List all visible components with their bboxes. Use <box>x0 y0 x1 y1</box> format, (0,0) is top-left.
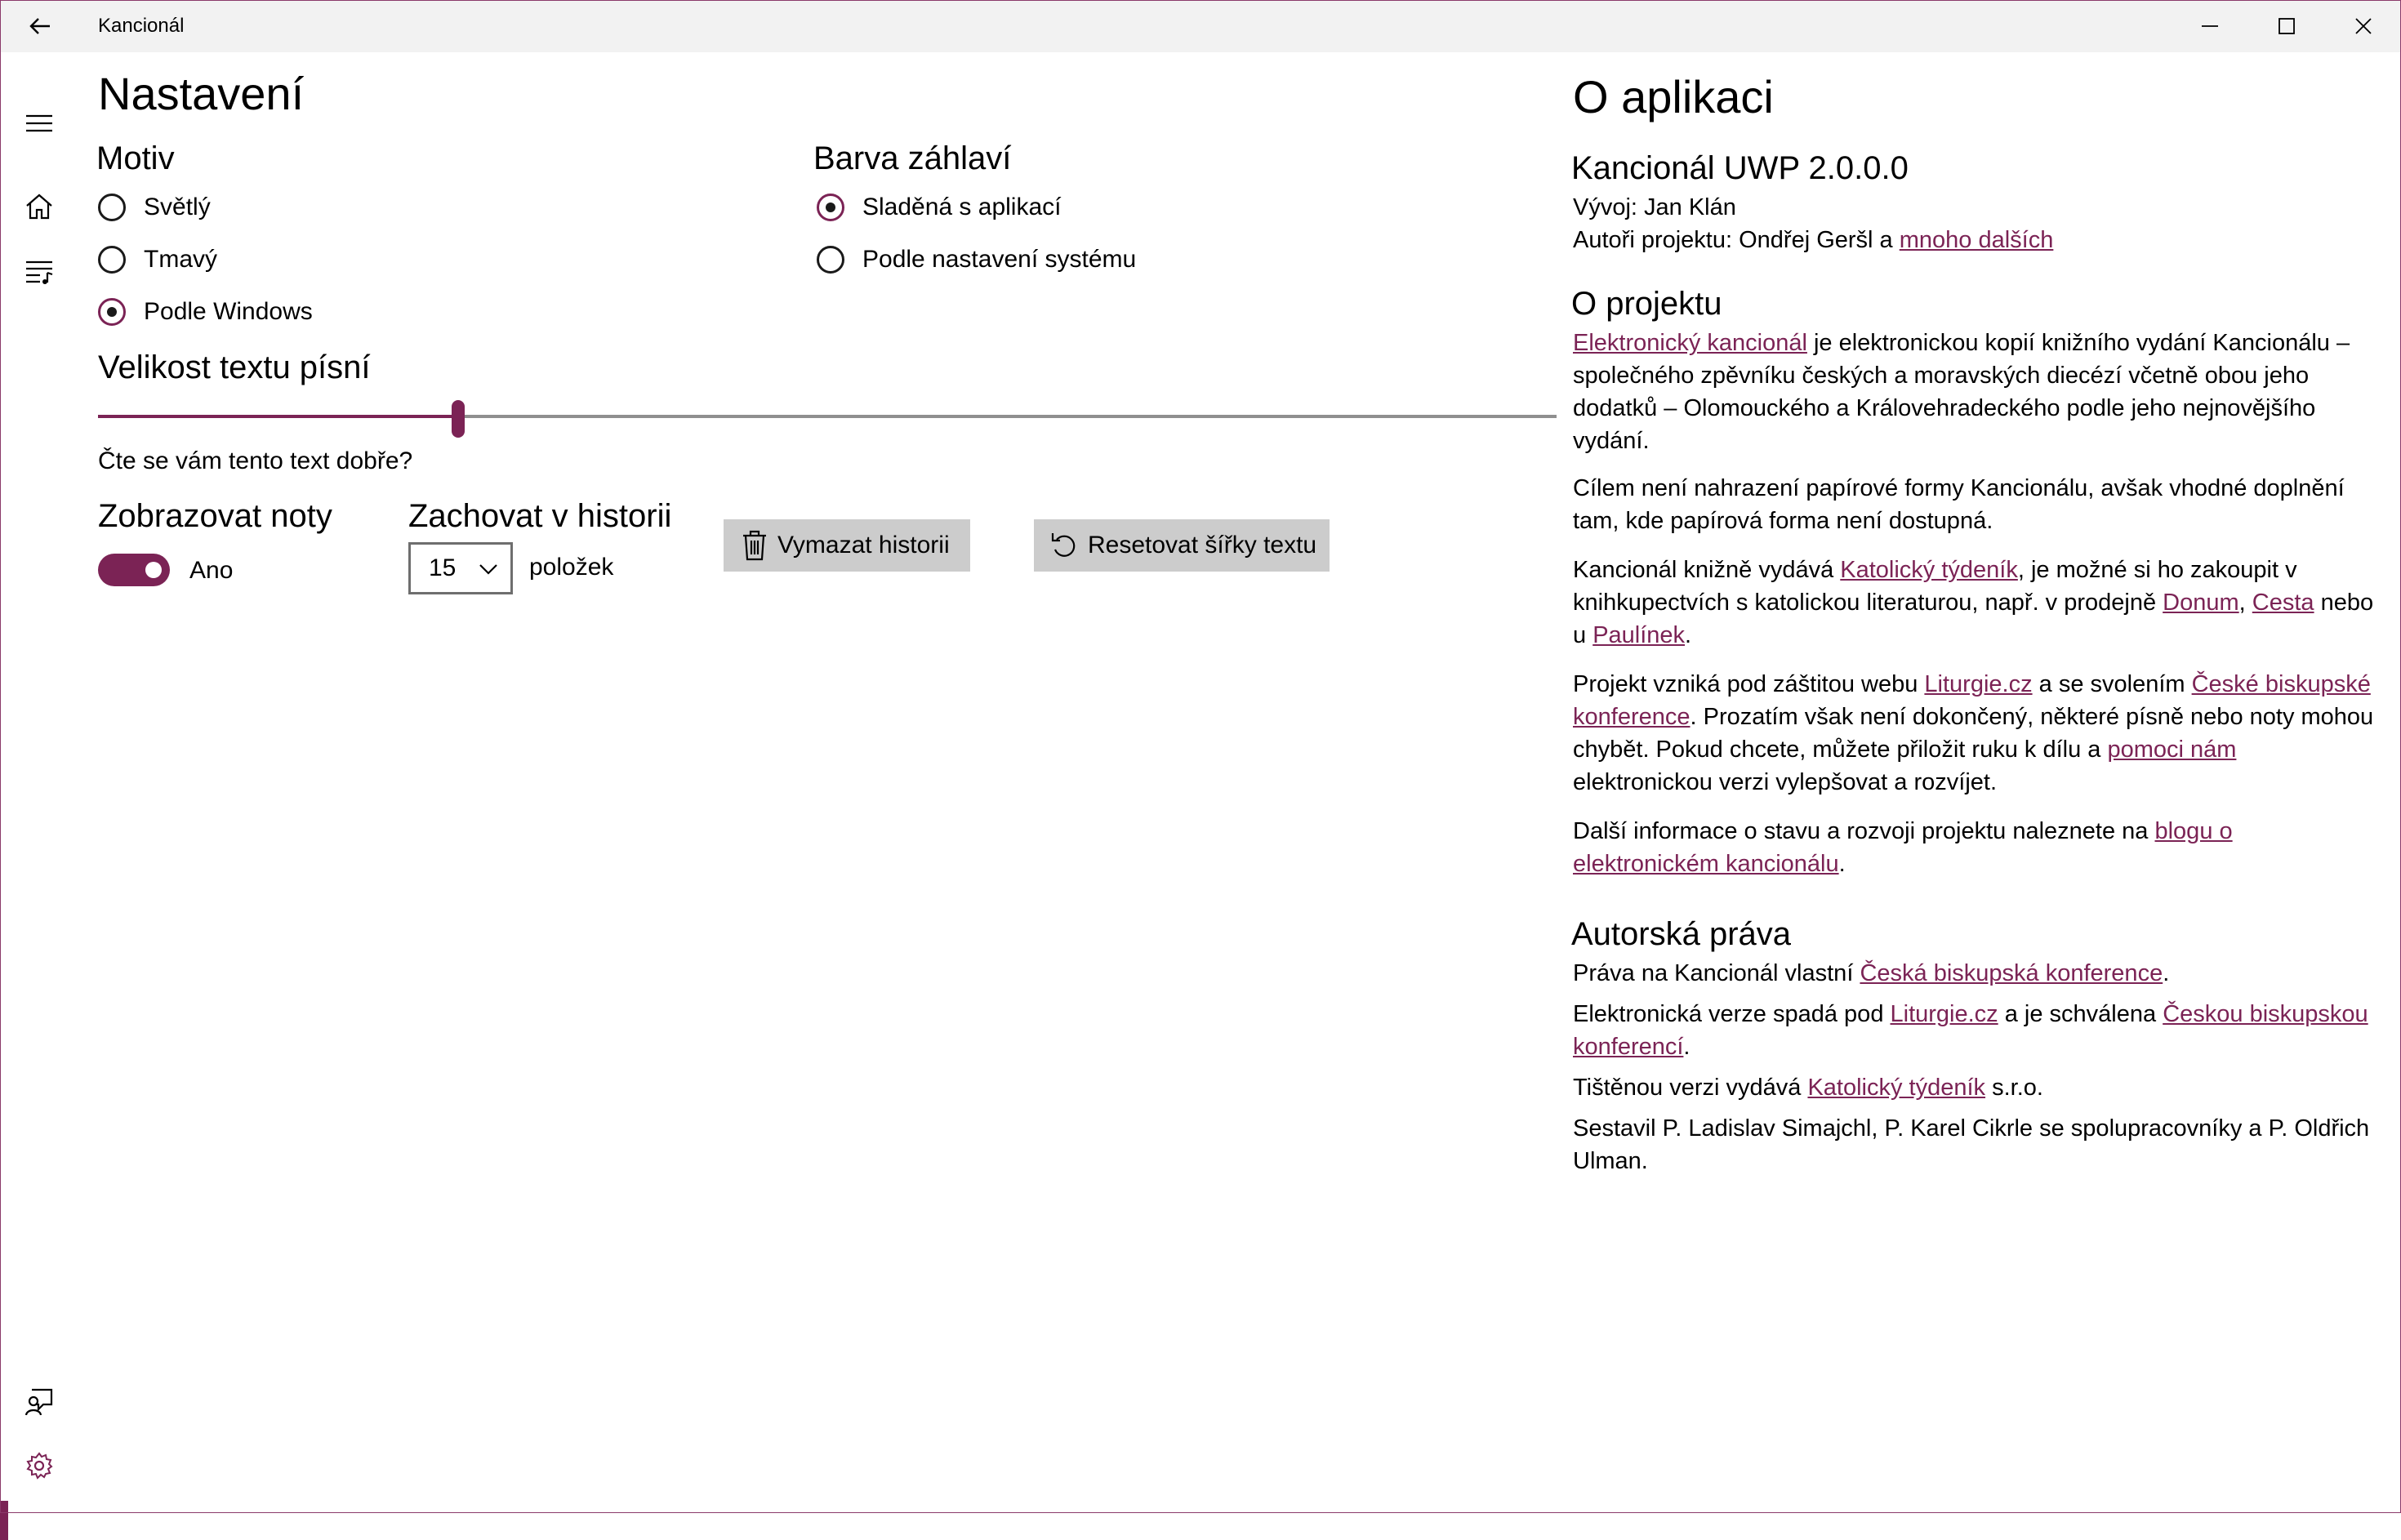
theme-option-light[interactable] <box>98 188 211 227</box>
liturgie-link[interactable]: Liturgie.cz <box>1890 1001 1998 1027</box>
history-count-dropdown[interactable] <box>408 542 513 594</box>
feedback-icon <box>25 1388 53 1416</box>
header-color-option-system[interactable] <box>817 240 1136 279</box>
text-span: Další informace o stavu a rozvoji projektu naleznete na <box>1573 818 2155 844</box>
theme-option-windows[interactable] <box>98 292 313 332</box>
pomoci-nam-link[interactable]: pomoci nám <box>2107 737 2237 763</box>
text-span: Elektronická verze spadá pod <box>1573 1001 1891 1027</box>
title-bar <box>0 0 2401 52</box>
back-arrow-icon <box>29 16 51 36</box>
copyright-heading: Autorská práva <box>1571 916 1792 952</box>
toggle-knob <box>145 562 162 578</box>
text-span: a je schválena <box>1998 1001 2163 1027</box>
text-span: je elektronickou kopií knižního vydání Kancionálu – společného zpěvníku českých a moravských diecézí včetně obou jeho dodatků – Olomouckého a Královehradeckého podle jeho nejnovějšího vydání. <box>1573 330 2350 454</box>
cesta-link[interactable]: Cesta <box>2252 590 2314 616</box>
app-title: Kancionál <box>98 15 185 37</box>
project-heading: O projektu <box>1571 286 1722 322</box>
text-span: . <box>1685 622 1692 648</box>
authors-prefix: Autoři projektu: Ondřej Geršl a <box>1573 227 1900 253</box>
slider-thumb[interactable] <box>452 400 465 438</box>
liturgie-link[interactable]: Liturgie.cz <box>1924 671 2033 697</box>
minimize-icon <box>2201 17 2219 35</box>
maximize-button[interactable] <box>2249 0 2324 52</box>
header-color-heading: Barva záhlaví <box>813 140 1012 176</box>
hamburger-icon <box>25 113 53 133</box>
radio-icon <box>98 246 126 274</box>
radio-selected-icon <box>98 298 126 326</box>
radio-selected-icon <box>817 194 844 221</box>
radio-icon <box>817 246 844 274</box>
clear-history-button[interactable] <box>724 519 970 572</box>
show-notes-state: Ano <box>189 557 234 584</box>
trash-icon <box>742 530 768 561</box>
slider-fill <box>98 415 458 418</box>
text-span: a se svolením <box>2032 671 2192 697</box>
katolicky-tydenik-link[interactable]: Katolický týdeník <box>1840 557 2018 583</box>
copyright-line-4 <box>1573 1112 2381 1177</box>
nav-feedback[interactable] <box>0 1370 78 1434</box>
radio-label: Podle Windows <box>144 298 313 325</box>
text-size-heading: Velikost textu písní <box>98 349 371 385</box>
text-span: , <box>2238 590 2252 616</box>
text-span: s.r.o. <box>1985 1075 2043 1101</box>
text-span: nebo u <box>1573 590 2374 648</box>
copyright-line-1 <box>1573 957 2381 990</box>
copyright-line-2 <box>1573 998 2381 1063</box>
text-span: . <box>1683 1034 1690 1060</box>
text-span: Sestavil P. Ladislav Simajchl, P. Karel Cikrle se spolupracovníky a P. Oldřich Ulman. <box>1573 1115 2370 1174</box>
nav-active-indicator <box>0 1501 8 1540</box>
authors-link[interactable]: mnoho dalších <box>1899 227 2054 253</box>
paulinek-link[interactable]: Paulínek <box>1592 622 1686 648</box>
text-span: . Prozatím však není dokončený, některé písně nebo noty mohou chybět. Pokud chcete, můžete přiložit ruku k dílu a <box>1573 704 2374 763</box>
maximize-icon <box>2278 17 2296 35</box>
text-span: Tištěnou verzi vydává <box>1573 1075 1808 1101</box>
radio-label: Podle nastavení systému <box>862 246 1137 273</box>
menu-button[interactable] <box>0 91 78 155</box>
text-span: Kancionál knižně vydává <box>1573 557 1841 583</box>
reset-text-width-button[interactable] <box>1034 519 1330 572</box>
cbk-link[interactable]: Českou biskupskou konferencí <box>1573 1001 2368 1060</box>
text-span: Cílem není nahrazení papírové formy Kancionálu, avšak vhodné doplnění tam, kde papírová forma není dostupná. <box>1573 475 2345 534</box>
text-size-slider[interactable] <box>98 415 1557 418</box>
authors-text <box>1573 224 2381 256</box>
chevron-down-icon <box>478 558 499 579</box>
text-span: . <box>1838 851 1846 877</box>
back-button[interactable] <box>11 5 69 47</box>
elektronicky-kancional-link[interactable]: Elektronický kancionál <box>1573 330 1807 356</box>
clear-history-label: Vymazat historii <box>777 532 950 559</box>
project-paragraph-3 <box>1573 554 2381 652</box>
dropdown-value: 15 <box>429 554 457 581</box>
settings-title: Nastavení <box>98 68 305 119</box>
radio-icon <box>98 194 126 221</box>
gear-icon <box>25 1452 53 1480</box>
text-size-sample: Čte se vám tento text dobře? <box>98 447 413 474</box>
radio-label: Sladěná s aplikací <box>862 194 1062 220</box>
song-list-icon <box>25 260 53 284</box>
text-span: elektronickou verzi vylepšovat a rozvíjet. <box>1573 769 1997 795</box>
project-paragraph-4 <box>1573 668 2381 799</box>
text-span: , je možné si ho zakoupit v knihkupectvích s katolickou literaturou, např. v prodejně <box>1573 557 2297 616</box>
show-notes-heading: Zobrazovat noty <box>98 498 332 534</box>
developer-text: Vývoj: Jan Klán <box>1573 194 1736 220</box>
text-span: Projekt vzniká pod záštitou webu <box>1573 671 1925 697</box>
close-button[interactable] <box>2326 0 2401 52</box>
home-icon <box>25 194 53 220</box>
nav-song-list[interactable] <box>0 240 78 304</box>
close-icon <box>2354 17 2372 35</box>
radio-label: Světlý <box>144 194 211 220</box>
text-span: . <box>2163 960 2170 986</box>
about-title: O aplikaci <box>1573 71 1774 122</box>
theme-heading: Motiv <box>96 140 175 176</box>
katolicky-tydenik-link[interactable]: Katolický týdeník <box>1807 1075 1986 1101</box>
copyright-line-3 <box>1573 1071 2381 1104</box>
app-version: Kancionál UWP 2.0.0.0 <box>1571 150 1909 186</box>
undo-icon <box>1050 532 1078 559</box>
project-paragraph-5 <box>1573 815 2381 880</box>
reset-text-width-label: Resetovat šířky textu <box>1088 532 1317 559</box>
radio-label: Tmavý <box>144 246 217 273</box>
minimize-button[interactable] <box>2172 0 2247 52</box>
show-notes-toggle[interactable] <box>98 554 170 586</box>
project-paragraph-2 <box>1573 472 2381 537</box>
donum-link[interactable]: Donum <box>2163 590 2239 616</box>
navigation-rail <box>0 52 78 1513</box>
blog-link[interactable]: blogu o elektronickém kancionálu <box>1573 818 2233 877</box>
header-color-option-app[interactable] <box>817 188 1062 227</box>
text-span: Práva na Kancionál vlastní <box>1573 960 1860 986</box>
history-unit: položek <box>529 554 614 581</box>
ceska-biskupska-konference-link[interactable]: České biskupské konference <box>1573 671 2371 730</box>
project-paragraph-1 <box>1573 327 2381 457</box>
cbk-link[interactable]: Česká biskupská konference <box>1860 960 2163 986</box>
history-heading: Zachovat v historii <box>408 498 672 534</box>
theme-option-dark[interactable] <box>98 240 217 279</box>
nav-settings[interactable] <box>0 1434 78 1498</box>
nav-home[interactable] <box>0 175 78 238</box>
